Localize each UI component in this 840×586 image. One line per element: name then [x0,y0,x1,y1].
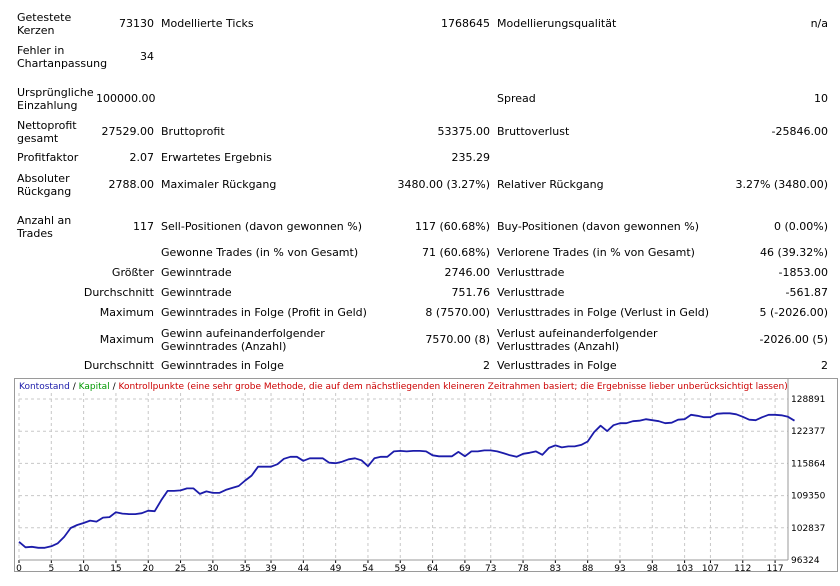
x-tick-label: 44 [297,564,310,571]
chart-legend [19,382,788,393]
total-trades-label: Anzahl an Trades [17,214,72,240]
gross-profit-value: 53375.00 [437,125,490,138]
maximal-consecutive-profit-label: Gewinn aufeinanderfolgender Gewinntrades (Anzahl) [161,327,325,353]
maximal-consecutive-loss-value: -2026.00 (5) [759,333,828,346]
x-tick-label: 83 [549,564,562,571]
x-tick-label: 20 [142,564,154,571]
balance-chart-svg [15,379,837,571]
bars-tested-value: 73130 [119,17,154,30]
largest-loss-value: -1853.00 [778,266,828,279]
modelling-quality-label: Modellierungsqualität [497,17,617,30]
y-tick-label: 122377 [791,427,826,438]
profit-factor-label: Profitfaktor [17,151,79,164]
x-tick-label: 39 [265,564,277,571]
x-tick-label: 88 [581,564,594,571]
absolute-drawdown-label: Absoluter Rückgang [17,172,72,198]
short-positions-label: Sell-Positionen (davon gewonnen %) [161,220,363,233]
average-consecutive-losses-value: 2 [821,359,828,372]
x-tick-label: 49 [329,564,342,571]
gross-loss-label: Bruttoverlust [497,125,570,138]
average-loss-value: -561.87 [785,286,828,299]
gross-profit-label: Bruttoprofit [161,125,225,138]
legend-separator: / [72,382,76,392]
average-consecutive-wins-value: 2 [483,359,490,372]
mismatched-errors-value: 34 [140,50,154,63]
largest-profit-label: Gewinntrade [161,266,232,279]
initial-deposit-label: Ursprüngliche Einzahlung [17,86,94,112]
profit-trades-value: 71 (60.68%) [421,246,490,259]
maximal-drawdown-label: Maximaler Rückgang [161,178,277,191]
maximal-drawdown-value: 3480.00 (3.27%) [397,178,490,191]
average-profit-label: Gewinntrade [161,286,232,299]
legend-balance: Kontostand [19,382,70,392]
maximal-consecutive-loss-label: Verlust aufeinanderfolgender Verlusttrades (Anzahl) [497,327,658,353]
bars-tested-label: Getestete Kerzen [17,11,72,37]
largest-profit-value: 2746.00 [444,266,490,279]
max-consecutive-losses-label: Verlusttrades in Folge (Verlust in Geld) [497,306,710,319]
short-positions-value: 117 (60.68%) [414,220,490,233]
max-consecutive-losses-value: 5 (-2026.00) [759,306,828,319]
average-loss-label: Verlusttrade [497,286,565,299]
x-tick-label: 64 [426,564,439,571]
absolute-drawdown-value: 2788.00 [108,178,154,191]
y-tick-label: 96324 [791,556,820,566]
legend-separator: / [112,382,116,392]
x-tick-label: 59 [394,564,406,571]
legend-checkpoints: Kontrollpunkte (eine sehr grobe Methode, die auf dem nächstliegenden kleineren Zeitrahmen basiert; die Ergebnisse lieber unberücksichtigt lassen) [118,382,788,392]
relative-drawdown-label: Relativer Rückgang [497,178,604,191]
spread-label: Spread [497,92,536,105]
max-consecutive-wins-value: 8 (7570.00) [425,306,490,319]
x-tick-label: 69 [459,564,471,571]
net-profit-label: Nettoprofit gesamt [17,119,77,145]
average-consecutive-losses-label: Verlusttrades in Folge [497,359,617,372]
max-consecutive-label: Maximum [99,306,154,319]
x-tick-label: 15 [110,564,122,571]
largest-loss-label: Verlusttrade [497,266,565,279]
gross-loss-value: -25846.00 [771,125,828,138]
x-tick-label: 93 [614,564,626,571]
x-tick-label: 30 [207,564,219,571]
x-tick-label: 54 [362,564,374,571]
long-positions-label: Buy-Positionen (davon gewonnen %) [497,220,699,233]
spread-value: 10 [814,92,828,105]
x-tick-label: 117 [766,564,784,571]
y-tick-label: 128891 [791,395,826,405]
balance-chart [14,378,838,572]
y-tick-label: 102837 [791,523,826,534]
maximal-consecutive-profit-value: 7570.00 (8) [425,333,490,346]
y-tick-label: 115864 [791,459,826,470]
x-tick-label: 0 [16,564,22,571]
x-tick-label: 25 [174,564,187,571]
average-consecutive-label: Durchschnitt [83,359,154,372]
loss-trades-label: Verlorene Trades (in % von Gesamt) [497,246,695,259]
y-tick-label: 109350 [791,491,826,502]
modelling-quality-value: n/a [810,17,828,30]
total-trades-value: 117 [133,220,154,233]
expected-payoff-label: Erwartetes Ergebnis [161,151,272,164]
expected-payoff-value: 235.29 [451,151,490,164]
mismatched-errors-label: Fehler in Chartanpassung [17,44,108,70]
relative-drawdown-value: 3.27% (3480.00) [735,178,828,191]
x-tick-label: 107 [701,564,720,571]
legend-equity: Kapital [78,382,110,392]
profit-trades-label: Gewonne Trades (in % von Gesamt) [161,246,359,259]
ticks-modelled-value: 1768645 [441,17,490,30]
x-tick-label: 98 [646,564,659,571]
average-profit-value: 751.76 [451,286,490,299]
x-tick-label: 73 [485,564,497,571]
average-label: Durchschnitt [83,286,154,299]
ticks-modelled-label: Modellierte Ticks [161,17,254,30]
x-tick-label: 103 [676,564,694,571]
average-consecutive-wins-label: Gewinntrades in Folge [161,359,284,372]
loss-trades-value: 46 (39.32%) [759,246,828,259]
x-tick-label: 5 [48,564,55,571]
maximal-consecutive-label: Maximum [99,333,154,346]
largest-label: Größter [111,266,154,279]
net-profit-value: 27529.00 [101,125,154,138]
x-tick-label: 10 [77,564,90,571]
initial-deposit-value: 100000.00 [96,92,156,105]
profit-factor-value: 2.07 [129,151,154,164]
x-tick-label: 112 [734,564,752,571]
x-tick-label: 35 [239,564,251,571]
x-tick-label: 78 [517,564,529,571]
long-positions-value: 0 (0.00%) [773,220,828,233]
max-consecutive-wins-label: Gewinntrades in Folge (Profit in Geld) [161,306,367,319]
